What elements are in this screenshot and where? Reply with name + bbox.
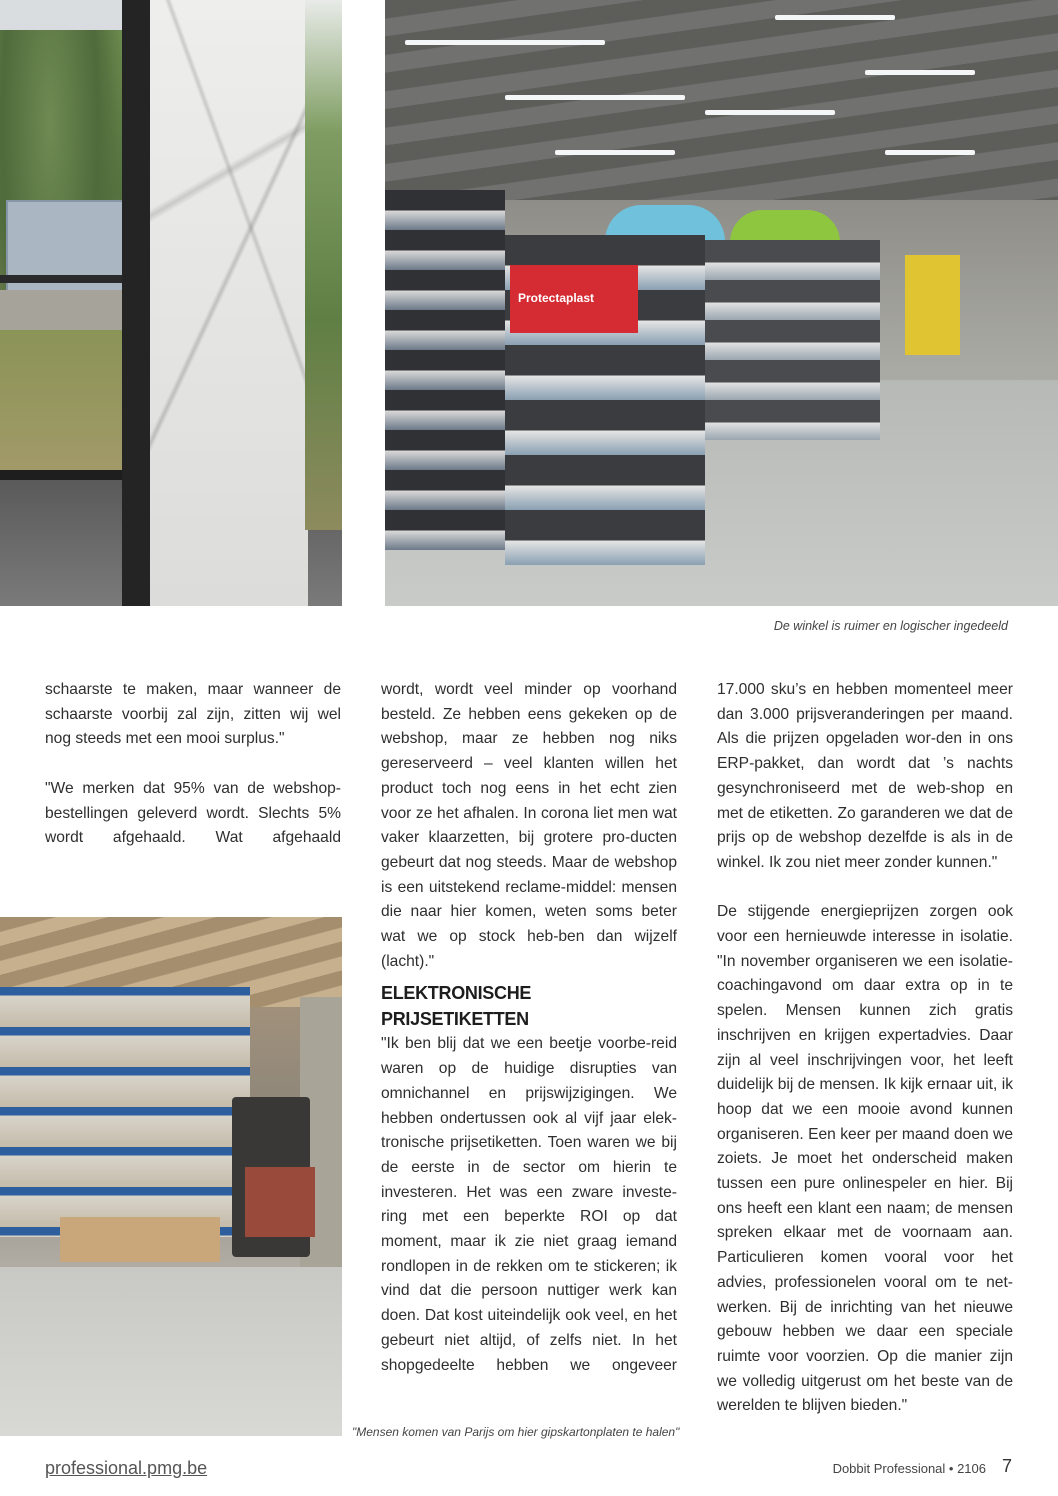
ceiling-light	[405, 40, 605, 45]
warehouse-floor	[0, 1267, 342, 1436]
product-sign-text: Protectaplast	[518, 291, 595, 305]
article-column-2	[381, 678, 677, 1378]
website-link[interactable]: professional.pmg.be	[45, 1458, 208, 1478]
page-number: 7	[1001, 1456, 1012, 1476]
photo-caption: "Mensen komen van Parijs om hier gipskartonplaten te halen"	[352, 1425, 680, 1439]
forklift-body	[245, 1167, 315, 1237]
yellow-display	[905, 255, 960, 355]
section-heading: ELEKTRONISCHE PRIJSETIKETTEN	[381, 983, 532, 1030]
ceiling-light	[505, 95, 685, 100]
ceiling-light	[865, 70, 975, 75]
photo-store-interior	[385, 0, 1058, 606]
window-mullion	[122, 0, 152, 606]
paragraph: wordt, wordt veel minder op voorhand besteld. Ze hebben eens gekeken op de webshop, maar ze hebben nog niks gereserveerd – veel klanten willen het product toch nog eens in het echt zien voor ze het afhalen. In corona liet men wat vaker klaarzetten, bij grotere pro-ducten gebeurt dat nog steeds. Maar de webshop is een uitstekend reclame-middel: mensen die naar hier komen, weten soms beter wat we op stock heb-ben dan wijzelf (lacht)."	[381, 681, 677, 970]
paragraph: "We merken dat 95% van de webshop-bestellingen geleverd wordt. Slechts 5% wordt afgehaald. Wat afgehaald	[45, 779, 341, 847]
paragraph: schaarste te maken, maar wanneer de schaarste voorbij zal zijn, zitten wij wel nog steeds met een mooi surplus."	[45, 681, 341, 748]
road	[0, 290, 125, 330]
paragraph: "Ik ben blij dat we een beetje voorbe-reid waren op de huidige disrupties van omnichannel en prijswijzigingen. We hebben ondertussen ook al vijf jaar elek-tronische prijsetiketten. Toen waren we bij de eerste in de sector om hierin te investeren. Het was een zware investe-ring met een beperkte ROI op dat moment, maar ik zie niet graag iemand rondlopen in de rekken om te stickeren; ik vind dat die persoon nuttiger werk kan doen. Dat kost uiteindelijk ook veel, en het gebeurt niet altijd, of zelfs niet. In het shopgedeelte hebben we ongeveer	[381, 1035, 677, 1374]
storage-racks	[0, 987, 250, 1237]
trees-outside-right	[305, 0, 342, 530]
wood-panels	[60, 1217, 220, 1262]
ceiling	[385, 0, 1058, 200]
ceiling-light	[885, 150, 975, 155]
shelf	[385, 190, 505, 550]
ceiling-light	[555, 150, 675, 155]
publication-name: Dobbit Professional • 2106	[832, 1461, 986, 1476]
window-frame-bottom	[0, 470, 125, 480]
article-column-3	[717, 678, 1013, 1419]
photo-window-marble-column	[0, 0, 342, 606]
product-sign	[510, 265, 638, 333]
marble-column	[150, 0, 308, 606]
grass	[0, 330, 125, 480]
ceiling-light	[705, 110, 835, 115]
shelf	[705, 240, 880, 440]
article-column-1	[45, 678, 341, 851]
photo-caption: De winkel is ruimer en logischer ingedeeld	[773, 619, 1008, 633]
window-frame	[0, 275, 125, 283]
ceiling-light	[775, 15, 895, 20]
paragraph: De stijgende energieprijzen zorgen ook voor een hernieuwde interesse in isolatie. "In november organiseren we een isolatie-coachingavond om daar extra op in te spelen. Mensen kunnen zich gratis inschrijven en krijgen expertadvies. Daar zijn al veel inschrijvingen voor, het leeft duidelijk bij de mensen. Ik kijk ernaar uit, ik hoop dat we een mooie avond kunnen organiseren. Een keer per maand doen we zoiets. Je moet het onderscheid maken tussen een pure onlinespeler en hier. Bij ons heeft een klant een naam; de mensen spreken elkaar met de voornaam aan. Particulieren komen vooral voor het advies, professionelen vooral om te net-werken. Bij de inrichting van het nieuwe gebouw hebben we daar een speciale ruimte voor voorzien. Op die manier zijn we volledig uitgerust om het beste van de werelden te blijven bieden."	[717, 903, 1013, 1415]
paragraph: 17.000 sku’s en hebben momenteel meer dan 3.000 prijsveranderingen per maand. Als die prijzen opgeladen wor-den in ons ERP-pakket, dan wordt dat ’s nachts gesynchroniseerd met de web-shop en met de etiketten. Zo garanderen we dat de prijs op de webshop dezelfde is als in de winkel. Ik zou niet meer zonder kunnen."	[717, 681, 1013, 871]
photo-warehouse	[0, 917, 342, 1436]
